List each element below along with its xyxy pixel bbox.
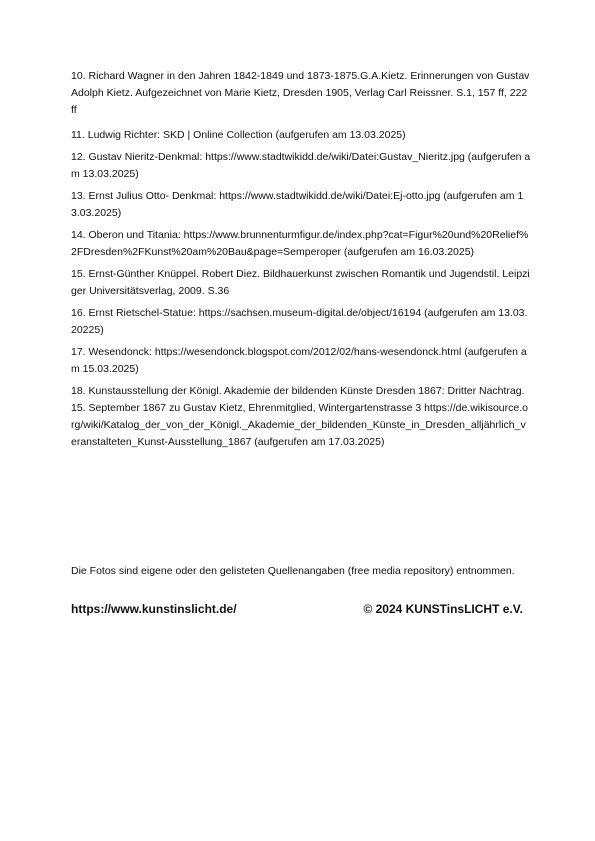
website-link[interactable]: https://www.kunstinslicht.de/ xyxy=(71,602,237,616)
reference-item-12: 12. Gustav Nieritz-Denkmal: https://www.stadtwikidd.de/wiki/Datei:Gustav_Nieritz.jpg (aufgerufen am 13.03.2025) xyxy=(71,151,531,180)
reference-item-10: 10. Richard Wagner in den Jahren 1842-1849 und 1873-1875.G.A.Kietz. Erinnerungen von Gustav Adolph Kietz. Aufgezeichnet von Marie Kietz, Dresden 1905, Verlag Carl Reissner. S.1, 157 ff, 222 ff xyxy=(71,70,530,116)
page-footer xyxy=(71,602,523,616)
reference-item-11: 11. Ludwig Richter: SKD | Online Collection (aufgerufen am 13.03.2025) xyxy=(71,129,406,141)
reference-item-15: 15. Ernst-Günther Knüppel. Robert Diez. Bildhauerkunst zwischen Romantik und Jugendstil. Leipziger Universitätsverlag, 2009. S.36 xyxy=(71,268,530,297)
reference-item-14: 14. Oberon und Titania: https://www.brunnenturmfigur.de/index.php?cat=Figur%20und%20Relief%2FDresden%2FKunst%20am%20Bau&page=Semperoper (aufgerufen am 16.03.2025) xyxy=(71,229,529,258)
photo-source-note: Die Fotos sind eigene oder den gelisteten Quellenangaben (free media repository) entnommen. xyxy=(71,565,515,577)
reference-item-13: 13. Ernst Julius Otto- Denkmal: https://www.stadtwikidd.de/wiki/Datei:Ej-otto.jpg (aufgerufen am 13.03.2025) xyxy=(71,190,524,219)
reference-item-18: 18. Kunstausstellung der Königl. Akademie der bildenden Künste Dresden 1867: Dritter Nachtrag. 15. September 1867 zu Gustav Kietz, Ehrenmitglied, Wintergartenstrasse 3 https://de.wikisource.org/wiki/Katalog_der_von_der_Königl._Akademie_der_bildenden_Künste_in_Dresden_alljährlich_veranstalteten_Kunst-Ausstellung_1867 (aufgerufen am 17.03.2025) xyxy=(71,385,528,448)
reference-list xyxy=(71,68,531,451)
reference-item-17: 17. Wesendonck: https://wesendonck.blogspot.com/2012/02/hans-wesendonck.html (aufgerufen am 15.03.2025) xyxy=(71,346,527,375)
reference-item-16: 16. Ernst Rietschel-Statue: https://sachsen.museum-digital.de/object/16194 (aufgerufen am 13.03.20225) xyxy=(71,307,528,336)
copyright-notice: © 2024 KUNSTinsLICHT e.V. xyxy=(363,602,523,616)
